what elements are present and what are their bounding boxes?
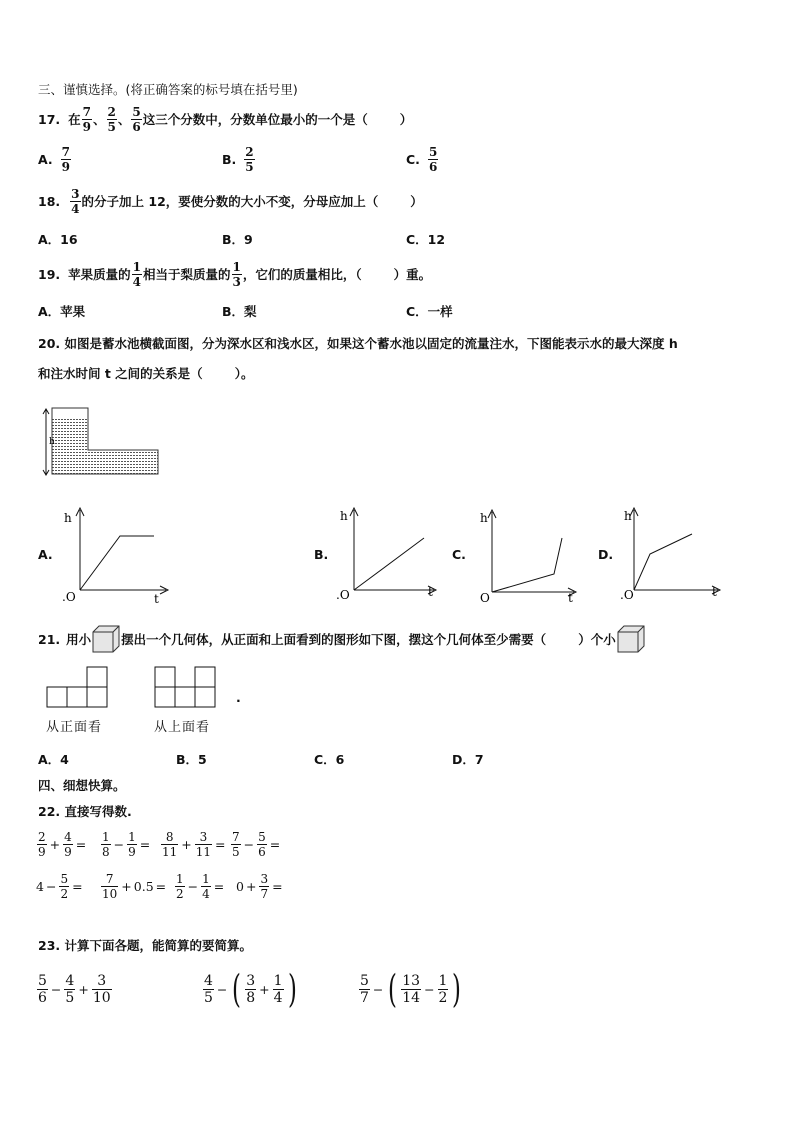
question-23-title: 23. 计算下面各题，能简算的要简算。 <box>38 938 253 953</box>
q20-option-c-label[interactable]: C. <box>452 547 466 562</box>
q22-item-a1: $\frac{2}{9}$ + $\frac{4}{9}$ = <box>38 829 87 859</box>
svg-text:h: h <box>480 511 488 525</box>
q17-pre: 在 <box>68 112 81 127</box>
q18-option-a[interactable]: A．16 <box>38 232 78 247</box>
q19-option-c[interactable]: C．一样 <box>406 304 453 319</box>
svg-text:.O: .O <box>620 588 634 602</box>
q22-item-b1: 4 − $\frac{5}{2}$ = <box>36 871 83 901</box>
cube-icon <box>91 624 121 654</box>
q17-post: 这三个分数中，分数单位最小的一个是（ <box>142 112 368 127</box>
svg-text:O: O <box>480 591 490 604</box>
q17-number: 17. <box>38 111 61 127</box>
question-18: 18. $\frac{3}{4}$ 的分子加上 12，要使分数的大小不变，分母应加上（ ） <box>38 186 423 216</box>
q20-option-d-label[interactable]: D. <box>598 547 614 562</box>
question-19: 19. 苹果质量的 $\frac{1}{4}$ 相当于梨质量的 $\frac{1}{3}$ ，它们的质量相比，（ ）重。 <box>38 259 432 289</box>
q22-item-a4: $\frac{7}{5}$ − $\frac{5}{6}$ = <box>232 829 281 859</box>
q21-option-a[interactable]: A．4 <box>38 752 69 767</box>
q22-item-b4: 0 + $\frac{3}{7}$ = <box>236 871 283 901</box>
q20-option-a-label[interactable]: A. <box>38 547 53 562</box>
front-view-label: 从正面看 <box>46 720 103 735</box>
q18-frac: $\frac{3}{4}$ <box>71 186 80 216</box>
q20-graph-d[interactable] <box>620 504 730 604</box>
q17-frac-3: $\frac{5}{6}$ <box>132 104 141 134</box>
tank-h-label: h <box>49 437 55 447</box>
q21-dot: . <box>236 690 241 705</box>
q21-option-b[interactable]: B．5 <box>176 752 207 767</box>
tank-cross-section <box>40 404 164 480</box>
q18-option-c[interactable]: C．12 <box>406 232 446 247</box>
svg-text:t: t <box>568 591 573 604</box>
q17-close: ） <box>399 112 413 127</box>
question-17 <box>38 104 412 134</box>
top-view-figure <box>154 665 220 709</box>
front-view-figure <box>46 665 112 709</box>
q17-option-a[interactable]: A. $\frac{7}{9}$ <box>38 144 71 174</box>
q23-expression-1: $\frac{5}{6}$ − $\frac{4}{5}$ + $\frac{3}{10}$ <box>38 972 111 1006</box>
q17-option-b[interactable]: B. $\frac{2}{5}$ <box>222 144 254 174</box>
q20-graph-c[interactable] <box>474 504 584 604</box>
q19-option-b[interactable]: B．梨 <box>222 304 257 319</box>
svg-text:t: t <box>428 585 433 599</box>
q17-sep: 、 <box>117 112 131 127</box>
q20-graph-b[interactable] <box>334 504 444 604</box>
q23-expression-3: $\frac{5}{7}$ − ( $\frac{13}{14}$ − $\frac{1}{2}$ ) <box>360 967 462 1011</box>
top-view-label: 从上面看 <box>154 720 211 735</box>
q22-item-a2: $\frac{1}{8}$ − $\frac{1}{9}$ = <box>102 829 151 859</box>
svg-text:t: t <box>154 592 159 604</box>
q17-sep: 、 <box>93 112 106 127</box>
cube-icon <box>616 624 646 654</box>
q19-option-a[interactable]: A．苹果 <box>38 304 86 319</box>
question-21: 21. 用小 摆出一个几何体，从正面和上面看到的图形如下图，摆这个几何体至少需要（ ）个小 <box>38 622 646 656</box>
q20-graph-a[interactable] <box>58 504 178 604</box>
q18-option-b[interactable]: B．9 <box>222 232 253 247</box>
svg-text:t: t <box>712 585 717 599</box>
q22-item-b3: $\frac{1}{2}$ − $\frac{1}{4}$ = <box>176 871 225 901</box>
q17-frac-1: $\frac{7}{9}$ <box>82 104 92 134</box>
q17-option-c[interactable]: C. $\frac{5}{6}$ <box>406 144 438 174</box>
question-22-title: 22. 直接写得数. <box>38 804 132 819</box>
q22-item-a3: $\frac{8}{11}$ + $\frac{3}{11}$ = <box>162 829 226 859</box>
q17-frac-2: $\frac{2}{5}$ <box>107 104 116 134</box>
section-4-title: 四、细想快算。 <box>38 778 126 793</box>
svg-text:.O: .O <box>336 588 350 602</box>
svg-text:.O: .O <box>62 590 76 604</box>
svg-text:h: h <box>624 509 632 523</box>
question-20-line-1: 20. 如图是蓄水池横截面图，分为深水区和浅水区，如果这个蓄水池以固定的流量注水，下图能表示水的最大深度 h <box>38 336 678 351</box>
q21-option-d[interactable]: D．7 <box>452 752 484 767</box>
svg-text:h: h <box>340 509 348 523</box>
q21-option-c[interactable]: C．6 <box>314 752 345 767</box>
q23-expression-2: $\frac{4}{5}$ − ( $\frac{3}{8}$ + $\frac{1}{4}$ ) <box>204 967 297 1011</box>
section-3-title: 三、谨慎选择。(将正确答案的标号填在括号里) <box>38 82 298 97</box>
q22-item-b2: $\frac{7}{10}$ + 0.5 = <box>102 871 167 901</box>
svg-text:h: h <box>64 511 72 525</box>
q20-option-b-label[interactable]: B. <box>314 547 329 562</box>
question-20-line-2: 和注水时间 t 之间的关系是（ ）。 <box>38 366 254 381</box>
